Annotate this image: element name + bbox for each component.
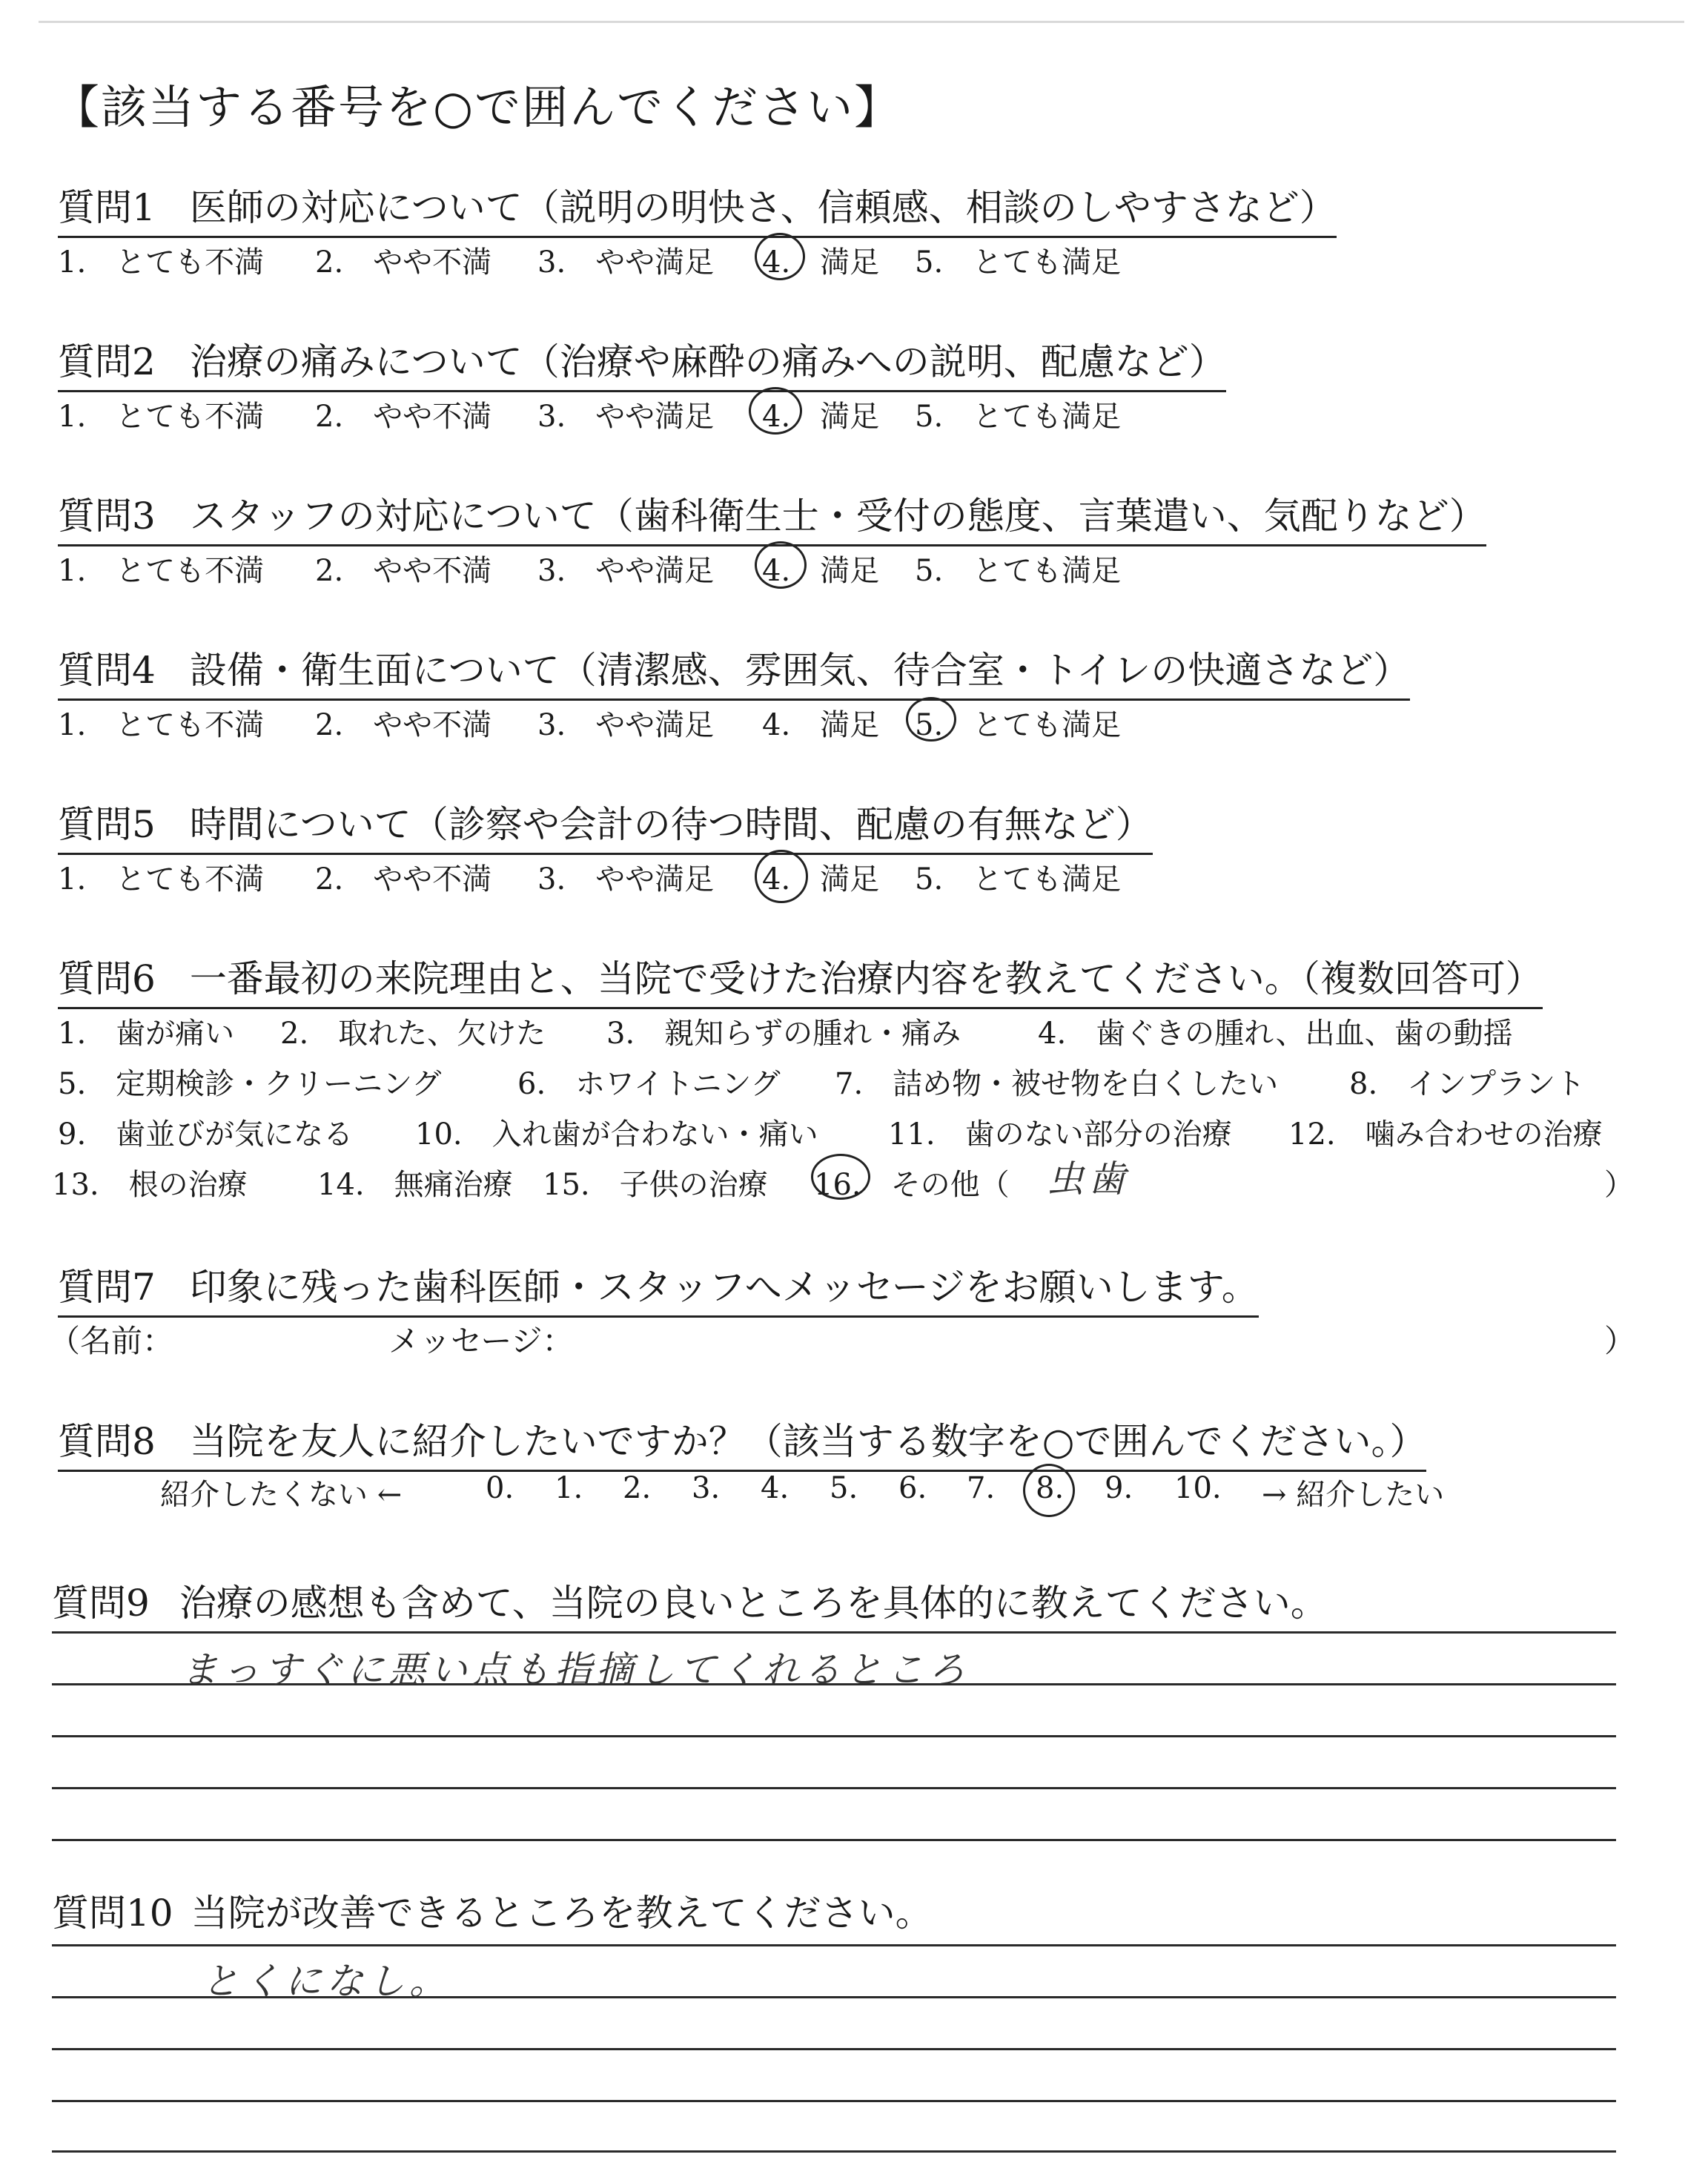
scale-7[interactable]: 7. [967,1471,996,1505]
option-2[interactable]: 2. やや不満 [315,708,492,742]
message-label: メッセージ： [388,1323,574,1359]
selection-circle [811,1154,870,1200]
question-text: 医師の対応について（説明の明快さ、信頼感、相談のしやすさなど） [189,186,1337,229]
question-number: 質問2 [58,340,156,383]
option-1[interactable]: 1. とても不満 [58,400,265,434]
option-5[interactable]: 5. とても満足 [915,400,1122,434]
selection-circle [755,541,807,589]
option-1[interactable]: 1. とても不満 [58,862,265,896]
question-5-options [0,856,1708,900]
question-number: 質問3 [58,495,156,538]
option-2[interactable]: 2. やや不満 [315,554,492,588]
question-10-answer-handwritten: とくになし。 [202,1960,451,2003]
option-15[interactable]: 15. 子供の治療 [543,1168,768,1202]
selection-circle [906,697,956,742]
option-12[interactable]: 12. 噛み合わせの治療 [1288,1117,1603,1152]
question-10-title [52,1883,933,1937]
option-1[interactable]: 1. 歯が痛い [58,1017,235,1051]
option-3[interactable]: 3. やや満足 [537,554,715,588]
option-10[interactable]: 10. 入れ歯が合わない・痛い [415,1117,818,1152]
question-8-scale [0,1471,1708,1516]
selection-circle [1023,1464,1075,1517]
scale-0[interactable]: 0. [486,1471,514,1505]
question-number: 質問8 [58,1420,156,1463]
question-5-title [58,795,1153,855]
option-1[interactable]: 1. とても不満 [58,554,265,588]
question-number: 質問7 [58,1266,156,1309]
question-text: 設備・衛生面について（清潔感、雰囲気、待合室・トイレの快適さなど） [189,649,1411,692]
option-4[interactable]: 4. 満足 [762,400,880,434]
question-4-title [58,641,1410,701]
option-4[interactable]: 4. 満足 [762,554,880,588]
other-answer-handwritten: 虫歯 [1047,1157,1130,1200]
question-2-title [58,332,1226,392]
option-2[interactable]: 2. やや不満 [315,400,492,434]
option-5[interactable]: 5. とても満足 [915,245,1122,280]
answer-line [52,2150,1616,2153]
answer-line [52,2100,1616,2102]
option-2[interactable]: 2. やや不満 [315,862,492,896]
question-6-title [58,949,1543,1009]
page-top-border [39,21,1684,23]
question-text: 治療の痛みについて（治療や麻酔の痛みへの説明、配慮など） [189,340,1226,383]
question-number: 質問4 [58,649,156,692]
scale-3[interactable]: 3. [692,1471,721,1505]
question-9-title [52,1573,1328,1627]
option-5[interactable]: 5. とても満足 [915,554,1122,588]
scale-8[interactable]: 8. [1036,1471,1065,1505]
question-number: 質問10 [52,1892,173,1935]
option-1[interactable]: 1. とても不満 [58,708,265,742]
option-14[interactable]: 14. 無痛治療 [317,1168,513,1202]
scale-4[interactable]: 4. [761,1471,790,1505]
question-4-options [0,701,1708,746]
option-3[interactable]: 3. やや満足 [537,862,715,896]
question-1-options [0,239,1708,283]
question-text: 時間について（診察や会計の待つ時間、配慮の有無など） [189,803,1153,846]
option-4[interactable]: 4. 満足 [762,708,880,742]
selection-circle [755,850,808,903]
question-text: 印象に残った歯科医師・スタッフへメッセージをお願いします。 [189,1266,1259,1309]
left-label: 紹介したくない ← [160,1478,403,1512]
question-7-title [58,1258,1259,1318]
question-9-answer-handwritten: まっすぐに悪い点も指摘してくれるところ [181,1648,970,1691]
answer-line [52,1839,1616,1841]
option-5[interactable]: 5. 定期検診・クリーニング [58,1067,442,1101]
scale-6[interactable]: 6. [898,1471,927,1505]
answer-line [52,2048,1616,2050]
option-6[interactable]: 6. ホワイトニング [517,1067,781,1101]
option-11[interactable]: 11. 歯のない部分の治療 [888,1117,1232,1152]
question-text: 一番最初の来院理由と、当院で受けた治療内容を教えてください。（複数回答可） [189,957,1543,1000]
option-2[interactable]: 2. 取れた、欠けた [280,1017,546,1051]
scale-10[interactable]: 10. [1174,1471,1222,1505]
question-3-options [0,547,1708,592]
page-title: 【該当する番号を○で囲んでください】 [53,80,902,134]
other-close-paren: ） [1604,1168,1634,1202]
option-3[interactable]: 3. 親知らずの腫れ・痛み [606,1017,961,1051]
scale-2[interactable]: 2. [623,1471,652,1505]
question-6-options [0,1010,1708,1232]
answer-line [52,1787,1616,1789]
option-9[interactable]: 9. 歯並びが気になる [58,1117,354,1152]
option-4[interactable]: 4. 満足 [762,245,880,280]
option-2[interactable]: 2. やや不満 [315,245,492,280]
option-16-other[interactable]: 16. その他（ [814,1168,1010,1202]
answer-line [52,1631,1616,1634]
question-2-options [0,393,1708,437]
question-text: 当院を友人に紹介したいですか？（該当する数字を○で囲んでください。） [189,1420,1427,1463]
scale-5[interactable]: 5. [830,1471,858,1505]
option-3[interactable]: 3. やや満足 [537,400,715,434]
right-label: → 紹介したい [1262,1478,1445,1512]
option-5[interactable]: 5. とても満足 [915,708,1122,742]
answer-line [52,1735,1616,1737]
option-4[interactable]: 4. 満足 [762,862,880,896]
question-number: 質問9 [52,1582,150,1625]
option-3[interactable]: 3. やや満足 [537,708,715,742]
scale-1[interactable]: 1. [555,1471,583,1505]
option-3[interactable]: 3. やや満足 [537,245,715,280]
option-1[interactable]: 1. とても不満 [58,245,265,280]
name-label: （名前： [49,1323,174,1359]
question-1-title [58,178,1337,238]
question-number: 質問6 [58,957,156,1000]
option-5[interactable]: 5. とても満足 [915,862,1122,896]
message-close-paren: ） [1604,1323,1636,1359]
question-8-title [58,1412,1426,1472]
selection-circle [749,387,802,435]
scale-9[interactable]: 9. [1105,1471,1133,1505]
option-8[interactable]: 8. インプラント [1349,1067,1586,1101]
option-7[interactable]: 7. 詰め物・被せ物を白くしたい [835,1067,1279,1101]
question-text: 当院が改善できるところを教えてください。 [191,1892,933,1935]
question-3-title [58,486,1486,546]
selection-circle [755,233,805,280]
option-4[interactable]: 4. 歯ぐきの腫れ、出血、歯の動揺 [1038,1017,1513,1051]
answer-line [52,1944,1616,1946]
question-number: 質問5 [58,803,156,846]
question-text: 治療の感想も含めて、当院の良いところを具体的に教えてください。 [179,1582,1328,1625]
question-number: 質問1 [58,186,156,229]
option-13[interactable]: 13. 根の治療 [52,1168,248,1202]
question-text: スタッフの対応について（歯科衛生士・受付の態度、言葉遣い、気配りなど） [189,495,1486,538]
